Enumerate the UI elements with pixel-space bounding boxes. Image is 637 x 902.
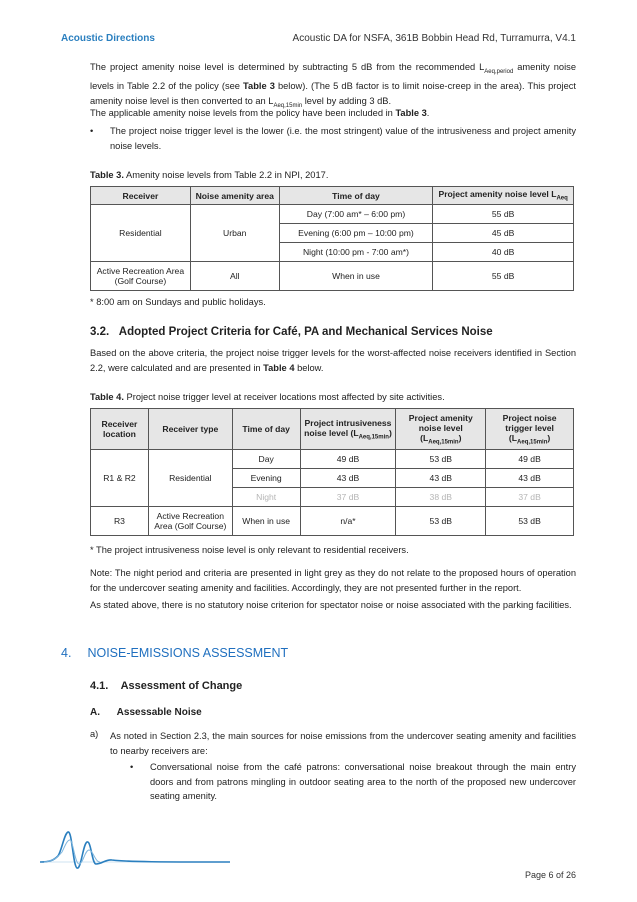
list-item: As noted in Section 2.3, the main sources for noise emissions from the undercover seating amenity and facilities to nearby receivers are: <box>110 731 576 756</box>
col-header: Project noise trigger level $(L_{Aeq,15min})$ <box>486 409 574 450</box>
cell-time: Night <box>232 488 300 507</box>
cell-time: Night (10:00 pm - 7:00 am*) <box>279 243 433 262</box>
cell-time: Evening (6:00 pm – 10:00 pm) <box>279 224 433 243</box>
paragraph-statutory: As stated above, there is no statutory noise criterion for spectator noise or noise associated with the parking facilities. <box>90 600 572 610</box>
cell-time: Day (7:00 am* – 6:00 pm) <box>279 205 433 224</box>
table3-footnote: * 8:00 am on Sundays and public holidays. <box>90 297 266 307</box>
col-header: Time of day <box>279 187 433 205</box>
col-header: Time of day <box>232 409 300 450</box>
paragraph-amenity: The project amenity noise level is determined by subtracting 5 dB from the recommended $L_{Aeq,period}$ amenity noise levels in Table 2.2 of the policy (see Table 3 below). (The 5 dB factor is to limit noise-creep in the area). This project amenity noise level is then converted to an $L_{Aeq,15min}$ level by adding 3 dB. <box>90 62 576 109</box>
cell-level: 43 dB <box>486 469 574 488</box>
cell-level: n/a* <box>300 507 396 536</box>
col-header: Receiver location <box>91 409 149 450</box>
col-header: Noise amenity area <box>190 187 279 205</box>
cell-level: 53 dB <box>396 507 486 536</box>
subsubsection-heading: A. Assessable Noise <box>90 707 202 718</box>
cell-level: 43 dB <box>396 469 486 488</box>
cell-level: 53 dB <box>486 507 574 536</box>
cell-level: 40 dB <box>433 243 574 262</box>
cell-level: 37 dB <box>486 488 574 507</box>
cell-level: 49 dB <box>486 450 574 469</box>
col-header: Receiver type <box>148 409 232 450</box>
cell-level: 45 dB <box>433 224 574 243</box>
paragraph-criteria: Based on the above criteria, the project noise trigger levels for the worst-affected noise receivers identified in Section 2.2, were calculated and are presented in Table 4 below. <box>90 348 576 373</box>
cell-level: 55 dB <box>433 205 574 224</box>
cell-time: Evening <box>232 469 300 488</box>
table4-caption: Table 4. Project noise trigger level at receiver locations most affected by site activities. <box>90 392 445 402</box>
cell-level: 49 dB <box>300 450 396 469</box>
subsection-heading: 4.1. Assessment of Change <box>90 680 243 692</box>
list-marker: a) <box>90 729 99 739</box>
cell-level: 53 dB <box>396 450 486 469</box>
col-header: Project amenity noise level $(L_{Aeq,15min})$ <box>396 409 486 450</box>
page-number: Page 6 of 26 <box>524 870 576 880</box>
cell-receiver: Residential <box>91 205 191 262</box>
cell-level: 37 dB <box>300 488 396 507</box>
cell-time: When in use <box>232 507 300 536</box>
paragraph-applicable: The applicable amenity noise levels from the policy have been included in Table 3. <box>90 108 430 118</box>
table-trigger-levels <box>90 408 574 536</box>
section-heading: 3.2. Adopted Project Criteria for Café, PA and Mechanical Services Noise <box>90 326 493 338</box>
cell-time: Day <box>232 450 300 469</box>
company-name: Acoustic Directions <box>61 33 155 44</box>
col-header: Project amenity noise level $L_{Aeq}$ <box>433 187 574 205</box>
bullet-item: • The project noise trigger level is the lower (i.e. the most stringent) value of the intrusiveness and project amenity noise levels. <box>90 126 576 151</box>
col-header: Receiver <box>91 187 191 205</box>
col-header: Project intrusiveness noise level $(L_{Aeq,15min})$ <box>300 409 396 450</box>
cell-receiver: Active Recreation Area (Golf Course) <box>91 262 191 291</box>
cell-receiver: R1 & R2 <box>91 450 149 507</box>
paragraph-night-note: Note: The night period and criteria are presented in light grey as they do not relate to the proposed hours of operation for the undercover seating amenity and facilities. Accordingly, they are not presented further in the report. <box>90 568 576 593</box>
table-amenity-levels <box>90 186 574 291</box>
cell-area: Urban <box>190 205 279 262</box>
bullet-item: • Conversational noise from the café patrons: conversational noise breakout through the main entry doors and from patrons mingling in outdoor seating area to the north of the proposed new undercover seating amenity. <box>130 762 576 801</box>
cell-level: 43 dB <box>300 469 396 488</box>
document-title: Acoustic DA for NSFA, 361B Bobbin Head Rd, Turramurra, V4.1 <box>292 33 576 44</box>
cell-level: 38 dB <box>396 488 486 507</box>
chapter-heading: 4. NOISE-EMISSIONS ASSESSMENT <box>61 646 289 660</box>
table4-footnote: * The project intrusiveness noise level is only relevant to residential receivers. <box>90 545 409 555</box>
waveform-logo <box>40 826 230 872</box>
table3-caption: Table 3. Amenity noise levels from Table 2.2 in NPI, 2017. <box>90 170 329 180</box>
cell-level: 55 dB <box>433 262 574 291</box>
cell-time: When in use <box>279 262 433 291</box>
cell-receiver: R3 <box>91 507 149 536</box>
cell-type: Residential <box>148 450 232 507</box>
cell-area: All <box>190 262 279 291</box>
cell-type: Active Recreation Area (Golf Course) <box>148 507 232 536</box>
